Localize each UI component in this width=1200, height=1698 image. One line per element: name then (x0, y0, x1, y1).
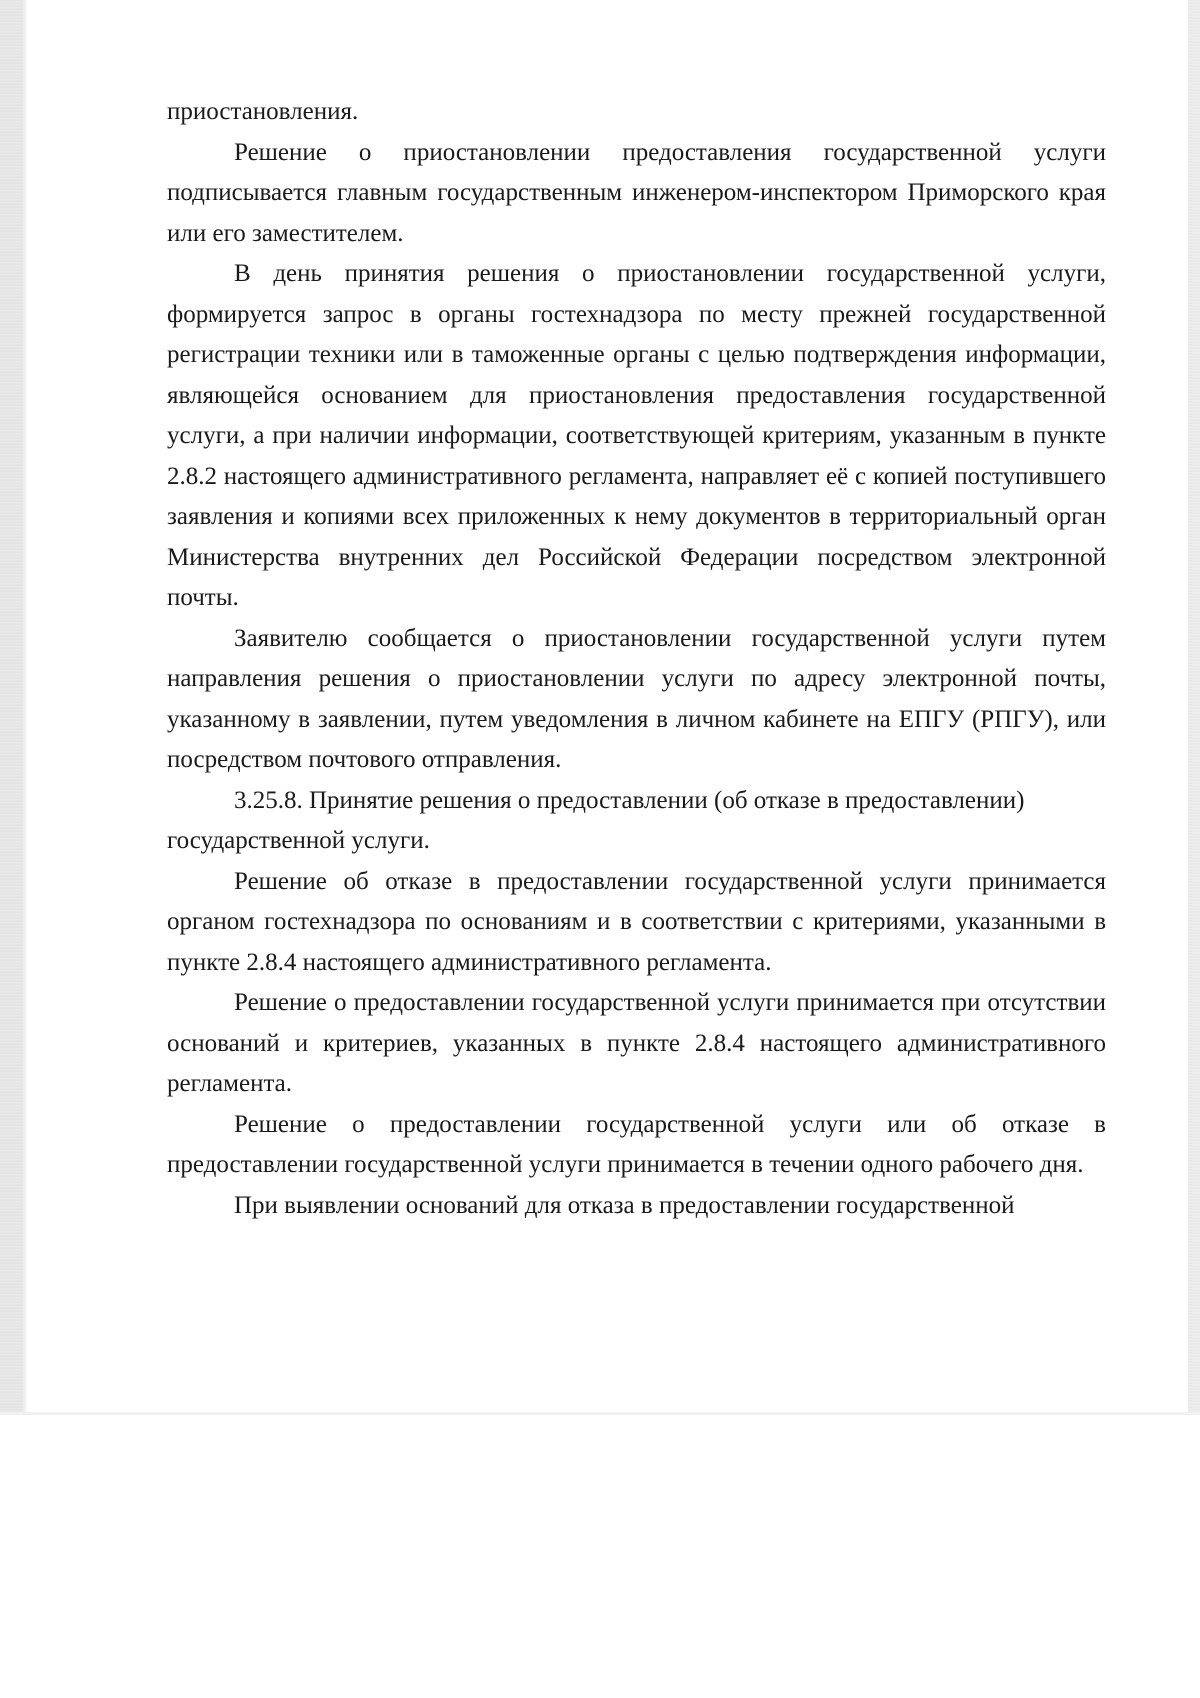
paragraph-provision-decision: Решение о предоставлении государственной услуги принимается при отсутствии оснований и критериев, указанных в пункте 2.8.4 настоящего административного регламента. (167, 989, 1106, 1097)
scan-edge-left (0, 0, 22, 1415)
paragraph-refusal-grounds: При выявлении оснований для отказа в предоставлении государственной (234, 1191, 1015, 1219)
scan-edge-bottom (0, 1412, 1200, 1415)
paragraph-applicant-notification: Заявителю сообщается о приостановлении государственной услуги путем направления решения о приостановлении услуги по адресу электронной почты, указанному в заявлении, путем уведомления в личном кабинете на ЕПГУ (РПГУ), или посредством почтового отправления. (167, 624, 1106, 773)
paragraph-suspension-request: В день принятия решения о приостановлении государственной услуги, формируется запрос в органы гостехнадзора по месту прежней государственной регистрации техники или в таможенные органы с целью подтверждения информации, являющейся основанием для приостановления предоставления государственной услуги, а при наличии информации, соответствующей критериям, указанным в пункте 2.8.2 настоящего административного регламента, направляет её с копией поступившего заявления и копиями всех приложенных к нему документов в территориальный орган Министерства внутренних дел Российской Федерации посредством электронной почты. (167, 260, 1106, 611)
scan-edge-right (1188, 0, 1200, 1415)
paragraph-refusal-decision: Решение об отказе в предоставлении государственной услуги принимается органом гостехнадзора по основаниям и в соответствии с критериями, указанными в пункте 2.8.4 настоящего административного регламента. (167, 867, 1106, 976)
paragraph-decision-term: Решение о предоставлении государственной услуги или об отказе в предоставлении государственной услуги принимается в течении одного рабочего дня. (167, 1110, 1106, 1178)
scan-edge-left-shadow (22, 0, 28, 1415)
paragraph-suspension-signing: Решение о приостановлении предоставления государственной услуги подписывается главным государственным инженером-инспектором Приморского края или его заместителем. (167, 138, 1106, 247)
document-body (167, 92, 1106, 1226)
paragraph-continuation: приостановления. (167, 98, 359, 125)
section-heading-3-25-8: 3.25.8. Принятие решения о предоставлении (об отказе в предоставлении) государственной услуги. (167, 786, 1025, 854)
